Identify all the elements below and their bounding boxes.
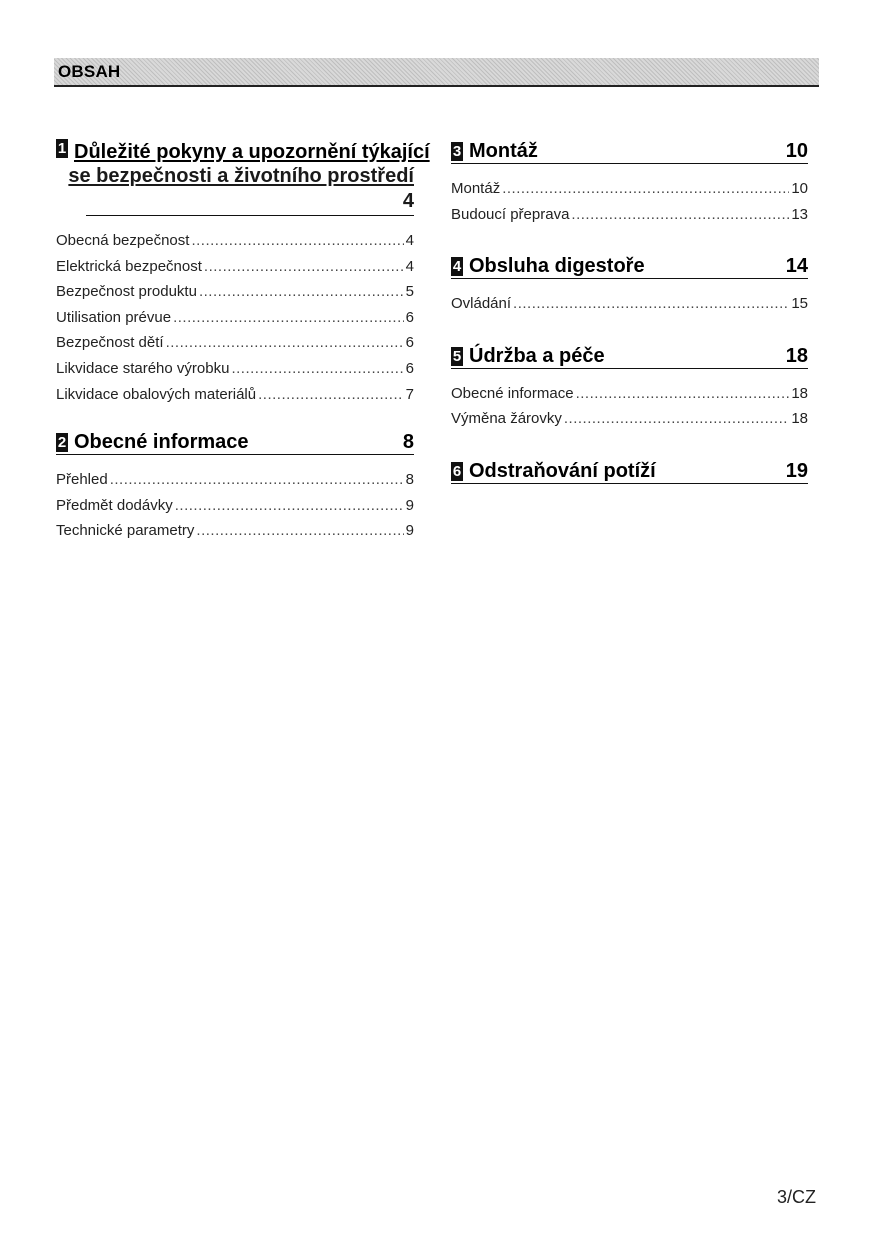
toc-right-column xyxy=(451,140,808,484)
section-6-title: Odstraňování potíží xyxy=(469,459,656,482)
toc-section-4 xyxy=(451,255,808,317)
toc-left-column xyxy=(56,140,430,544)
toc-section-6 xyxy=(451,460,808,484)
dot-leader xyxy=(175,493,404,519)
section-2-entries xyxy=(56,467,414,544)
dot-leader xyxy=(258,382,404,408)
section-number-badge: 4 xyxy=(452,258,462,276)
section-1-page: 4 xyxy=(86,188,414,216)
section-3-heading[interactable] xyxy=(451,140,808,164)
section-6-heading[interactable] xyxy=(451,460,808,484)
contents-header-bar xyxy=(54,58,819,87)
section-number-badge: 3 xyxy=(452,143,462,160)
section-5-title: Údržba a péče xyxy=(469,344,605,367)
toc-entry[interactable]: Přehled ..... 8 xyxy=(56,467,414,493)
section-1-heading[interactable] xyxy=(56,140,430,164)
section-2-title: Obecné informace xyxy=(74,431,249,454)
toc-section-3 xyxy=(451,140,808,227)
toc-entry[interactable]: Předmět dodávky ..... 9 xyxy=(56,493,414,519)
section-4-entries xyxy=(451,291,808,317)
toc-section-2 xyxy=(56,431,414,544)
toc-entry[interactable]: Bezpečnost produktu ..... 5 xyxy=(56,279,414,305)
section-2-heading[interactable] xyxy=(56,431,414,455)
toc-entry[interactable]: Ovládání ..... 15 xyxy=(451,291,808,317)
toc-entry[interactable]: Elektrická bezpečnost ..... 4 xyxy=(56,254,414,280)
toc-section-5 xyxy=(451,345,808,432)
section-3-page: 10 xyxy=(785,140,808,162)
toc-entry[interactable]: Likvidace starého výrobku ..... 6 xyxy=(56,356,414,382)
dot-leader xyxy=(199,279,404,305)
page-number: 3/CZ xyxy=(776,1187,816,1207)
toc-entry[interactable]: Obecná bezpečnost ..... 4 xyxy=(56,228,414,254)
section-number-badge: 2 xyxy=(57,434,67,452)
section-number-badge: 1 xyxy=(57,140,67,157)
dot-leader xyxy=(564,406,789,432)
section-number-badge: 5 xyxy=(452,347,462,365)
section-5-heading[interactable] xyxy=(451,345,808,369)
dot-leader xyxy=(173,305,404,331)
section-2-page: 8 xyxy=(402,431,414,454)
section-4-title: Obsluha digestoře xyxy=(469,255,645,278)
section-3-title: Montáž xyxy=(469,140,538,162)
toc-entry[interactable]: Likvidace obalových materiálů ..... 7 xyxy=(56,382,414,408)
toc-entry[interactable]: Montáž ..... 10 xyxy=(451,176,808,202)
section-4-heading[interactable] xyxy=(451,255,808,279)
dot-leader xyxy=(576,381,790,407)
section-3-entries xyxy=(451,176,808,227)
section-4-page: 14 xyxy=(785,255,808,278)
section-5-page: 18 xyxy=(785,344,808,367)
dot-leader xyxy=(196,518,403,544)
section-5-entries xyxy=(451,381,808,432)
dot-leader xyxy=(166,330,404,356)
toc-entry[interactable]: Výměna žárovky ..... 18 xyxy=(451,406,808,432)
dot-leader xyxy=(110,467,404,493)
toc-entry[interactable]: Technické parametry ..... 9 xyxy=(56,518,414,544)
dot-leader xyxy=(231,356,403,382)
section-1-entries xyxy=(56,228,414,407)
dot-leader xyxy=(502,176,789,202)
toc-entry[interactable]: Bezpečnost dětí ..... 6 xyxy=(56,330,414,356)
toc-entry[interactable]: Budoucí přeprava ..... 13 xyxy=(451,202,808,228)
toc-section-1 xyxy=(56,140,430,407)
section-6-page: 19 xyxy=(785,459,808,482)
toc-entry[interactable]: Utilisation prévue ..... 6 xyxy=(56,305,414,331)
dot-leader xyxy=(191,228,403,254)
dot-leader xyxy=(513,291,789,317)
section-number-badge: 6 xyxy=(452,462,462,480)
dot-leader xyxy=(571,202,789,228)
toc-entry[interactable]: Obecné informace ..... 18 xyxy=(451,381,808,407)
section-1-title-line2: se bezpečnosti a životního prostředí xyxy=(68,165,414,187)
dot-leader xyxy=(204,254,404,280)
section-1-title-line1: Důležité pokyny a upozornění týkající xyxy=(74,141,430,163)
contents-title: OBSAH xyxy=(58,62,121,81)
